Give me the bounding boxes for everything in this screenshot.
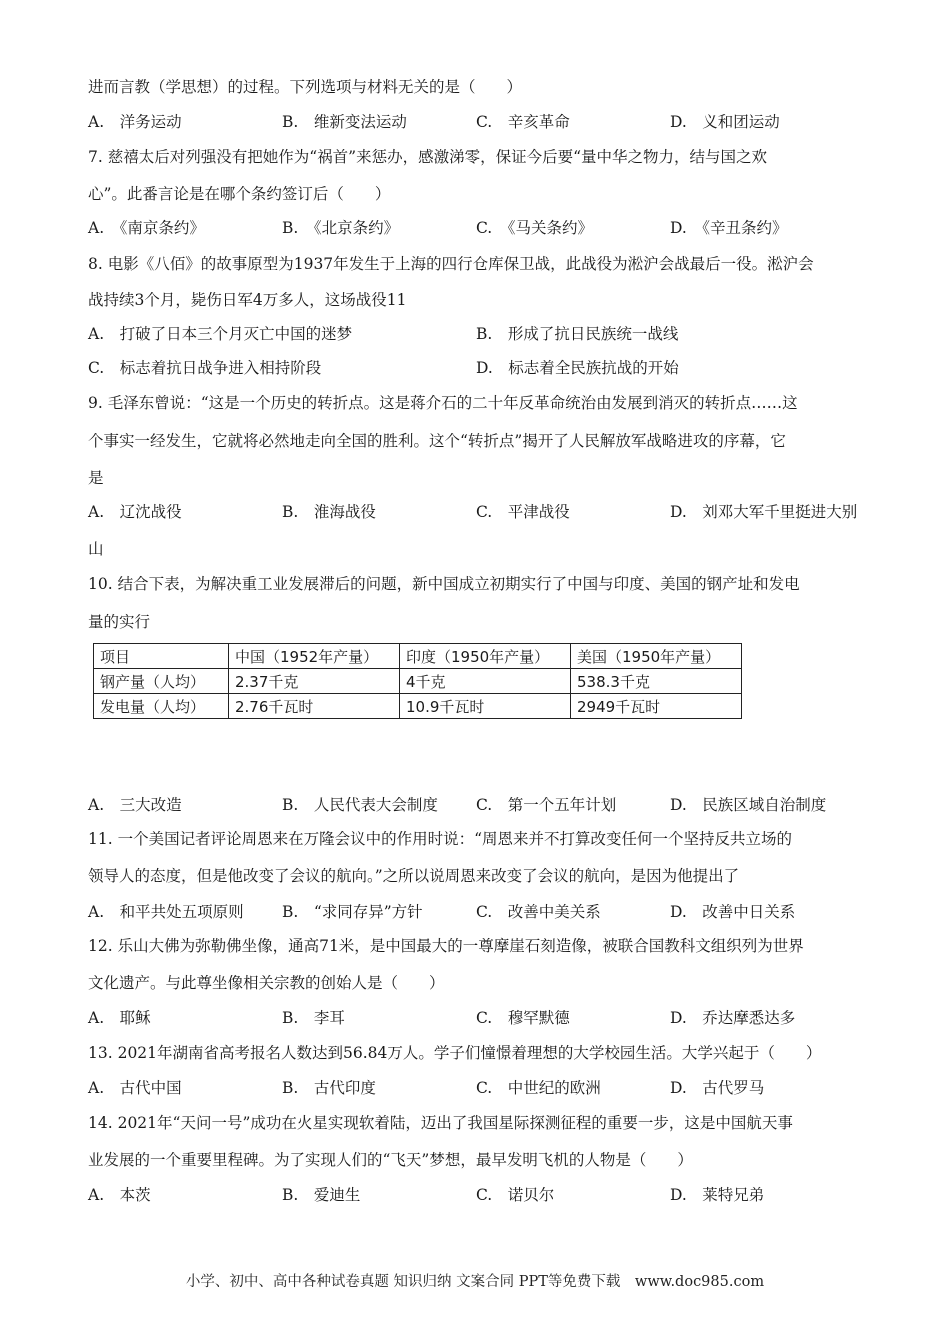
q13-option-d: D. 古代罗马	[670, 1079, 765, 1097]
q9-option-a: A. 辽沈战役	[88, 503, 182, 521]
table-cell: 发电量（人均）	[94, 694, 229, 719]
q12-stem-line1: 12. 乐山大佛为弥勒佛坐像，通高71米，是中国最大的一尊摩崖石刻造像，被联合国教科文组织列为世界	[88, 937, 804, 955]
q11-option-d: D. 改善中日关系	[670, 903, 796, 921]
q12-option-b: B. 李耳	[282, 1009, 345, 1027]
q14-stem-line1: 14. 2021年“天问一号”成功在火星实现软着陆，迈出了我国星际探测征程的重要一步，这是中国航天事	[88, 1114, 793, 1132]
q6-option-d: D. 义和团运动	[670, 113, 780, 131]
production-table	[93, 643, 742, 719]
q14-option-d: D. 莱特兄弟	[670, 1186, 765, 1204]
q7-stem-line1: 7. 慈禧太后对列强没有把她作为“祸首”来惩办，感激涕零，保证今后要“量中华之物力，结与国之欢	[88, 148, 767, 166]
q9-stem-line3: 是	[88, 469, 104, 487]
table-row	[94, 669, 742, 694]
q14-option-b: B. 爱迪生	[282, 1186, 361, 1204]
q9-option-b: B. 淮海战役	[282, 503, 376, 521]
q13-option-a: A. 古代中国	[88, 1079, 182, 1097]
q13-option-b: B. 古代印度	[282, 1079, 376, 1097]
q10-option-c: C. 第一个五年计划	[476, 796, 617, 814]
q9-option-d-cont: 山	[88, 540, 104, 558]
q7-option-a: A. 《南京条约》	[88, 219, 205, 237]
table-cell: 538.3千克	[571, 669, 742, 694]
q8-option-a: A. 打破了日本三个月灭亡中国的迷梦	[88, 325, 353, 343]
q8-stem-line2: 战持续3个月，毙伤日军4万多人，这场战役11	[88, 291, 407, 309]
q10-stem-line2: 量的实行	[88, 613, 151, 631]
q9-option-c: C. 平津战役	[476, 503, 570, 521]
table-cell: 10.9千瓦时	[400, 694, 571, 719]
q11-option-a: A. 和平共处五项原则	[88, 903, 244, 921]
q6-stem: 进而言教（学思想）的过程。下列选项与材料无关的是（ ）	[88, 78, 523, 96]
q13-option-c: C. 中世纪的欧洲	[476, 1079, 601, 1097]
q6-option-c: C. 辛亥革命	[476, 113, 570, 131]
q6-option-b: B. 维新变法运动	[282, 113, 407, 131]
table-cell: 4千克	[400, 669, 571, 694]
q14-option-a: A. 本茨	[88, 1186, 151, 1204]
q11-stem-line1: 11. 一个美国记者评论周恩来在万隆会议中的作用时说：“周恩来并不打算改变任何一个坚持反共立场的	[88, 830, 793, 848]
q11-option-c: C. 改善中美关系	[476, 903, 601, 921]
table-header-cell: 美国（1950年产量）	[571, 644, 742, 669]
q12-option-a: A. 耶稣	[88, 1009, 151, 1027]
table-header-cell: 项目	[94, 644, 229, 669]
q7-stem-line2: 心”。此番言论是在哪个条约签订后（ ）	[88, 185, 391, 203]
table-header-cell: 印度（1950年产量）	[400, 644, 571, 669]
q7-option-c: C. 《马关条约》	[476, 219, 593, 237]
q11-option-b: B. “求同存异”方针	[282, 903, 423, 921]
q14-stem-line2: 业发展的一个重要里程碑。为了实现人们的“飞天”梦想，最早发明飞机的人物是（ ）	[88, 1151, 693, 1169]
q10-option-d: D. 民族区域自治制度	[670, 796, 827, 814]
q9-option-d: D. 刘邓大军千里挺进大别	[670, 503, 858, 521]
q8-option-d: D. 标志着全民族抗战的开始	[476, 359, 679, 377]
table-cell: 钢产量（人均）	[94, 669, 229, 694]
q7-option-b: B. 《北京条约》	[282, 219, 400, 237]
table-cell: 2.76千瓦时	[229, 694, 400, 719]
table-header-row	[94, 644, 742, 669]
q8-option-b: B. 形成了抗日民族统一战线	[476, 325, 679, 343]
q10-stem-line1: 10. 结合下表，为解决重工业发展滞后的问题，新中国成立初期实行了中国与印度、美国的钢产址和发电	[88, 575, 800, 593]
q6-option-a: A. 洋务运动	[88, 113, 182, 131]
q12-option-d: D. 乔达摩悉达多	[670, 1009, 796, 1027]
page-footer: 小学、初中、高中各种试卷真题 知识归纳 文案合同 PPT等免费下载 www.doc985.com	[185, 1274, 765, 1290]
q10-option-a: A. 三大改造	[88, 796, 182, 814]
q9-stem-line2: 个事实一经发生，它就将必然地走向全国的胜利。这个“转折点”揭开了人民解放军战略进攻的序幕，它	[88, 432, 786, 450]
q13-stem-line1: 13. 2021年湖南省高考报名人数达到56.84万人。学子们憧憬着理想的大学校园生活。大学兴起于（ ）	[88, 1044, 822, 1062]
q8-stem-line1: 8. 电影《八佰》的故事原型为1937年发生于上海的四行仓库保卫战，此战役为淞沪会战最后一役。淞沪会	[88, 255, 814, 273]
table-row	[94, 694, 742, 719]
q12-stem-line2: 文化遗产。与此尊坐像相关宗教的创始人是（ ）	[88, 974, 445, 992]
q14-option-c: C. 诺贝尔	[476, 1186, 555, 1204]
q7-option-d: D. 《辛丑条约》	[670, 219, 788, 237]
q10-option-b: B. 人民代表大会制度	[282, 796, 438, 814]
q11-stem-line2: 领导人的态度，但是他改变了会议的航向。”之所以说周恩来改变了会议的航向，是因为他提出了	[88, 867, 740, 885]
table-cell: 2.37千克	[229, 669, 400, 694]
table-header-cell: 中国（1952年产量）	[229, 644, 400, 669]
table-cell: 2949千瓦时	[571, 694, 742, 719]
q8-option-c: C. 标志着抗日战争进入相持阶段	[88, 359, 322, 377]
q12-option-c: C. 穆罕默德	[476, 1009, 570, 1027]
q9-stem-line1: 9. 毛泽东曾说：“这是一个历史的转折点。这是蒋介石的二十年反革命统治由发展到消灭的转折点……这	[88, 394, 798, 412]
